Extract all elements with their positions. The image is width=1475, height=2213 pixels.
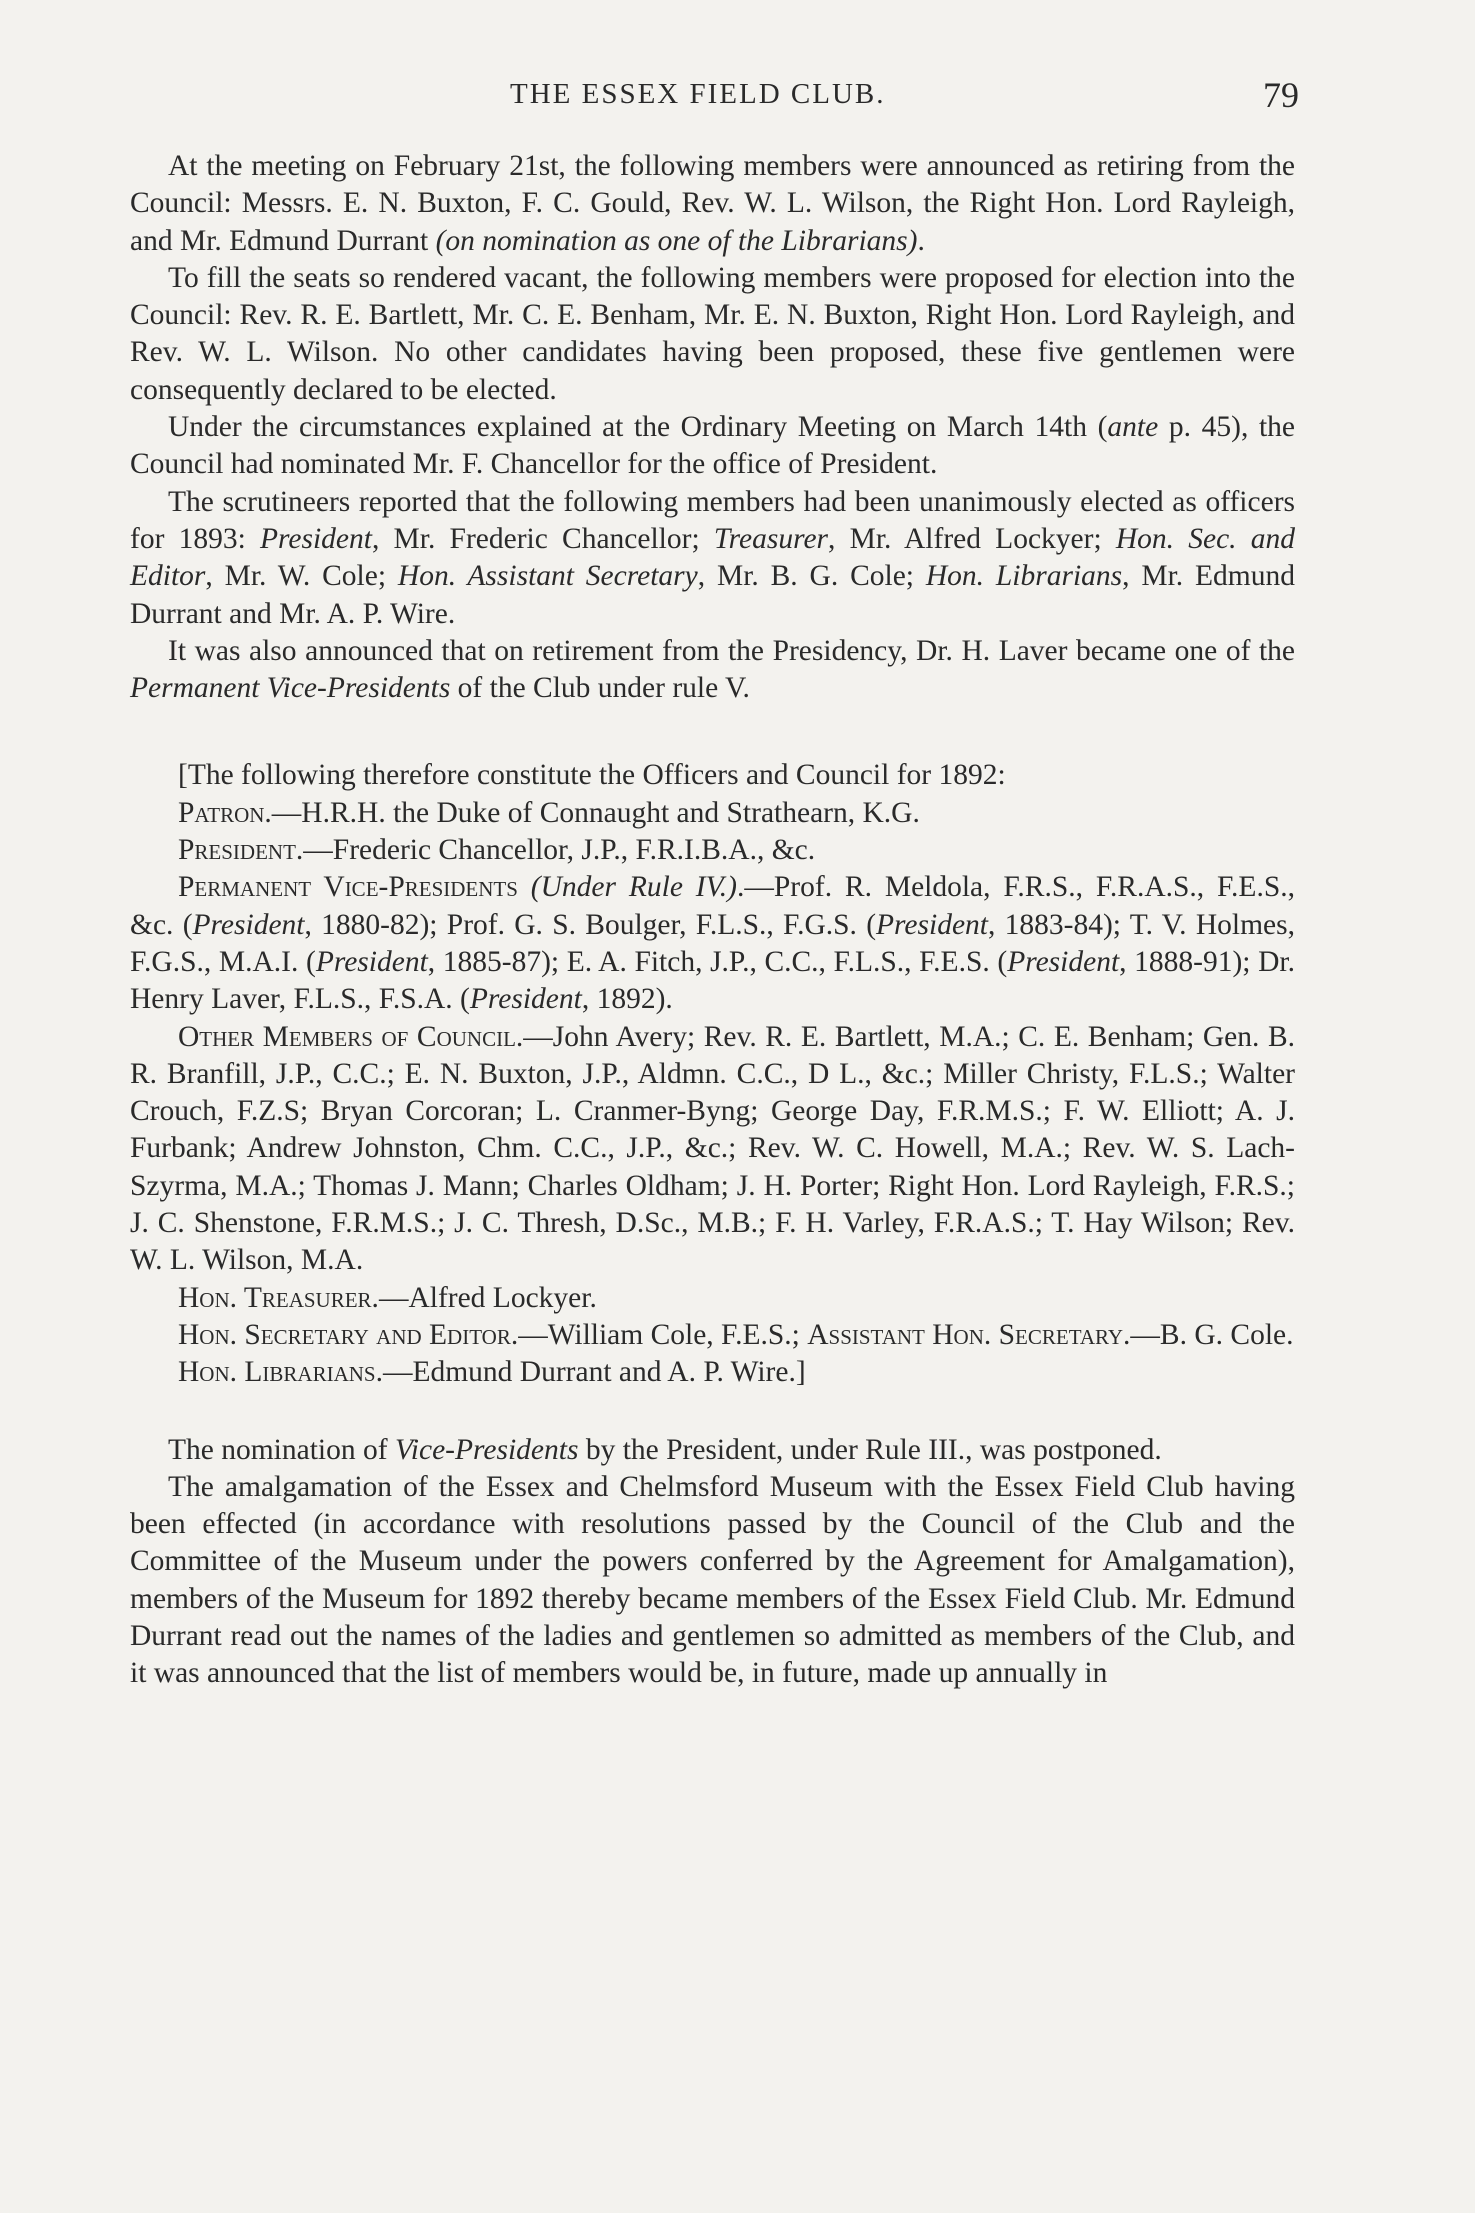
- italic-run: ante: [1107, 411, 1159, 444]
- officer-president: [130, 832, 1295, 869]
- officer-label: Other Members of Council.: [178, 1020, 524, 1053]
- text-run: At the meeting on February 21st, the following members were announced as retiring from the Council: Messrs. E. N. Buxton, F. C. Gould, Rev. W. L. Wilson, the Right Hon. Lord Rayleigh, and Mr. Edmund Durrant: [130, 150, 1295, 257]
- text-run: , Mr. B. G. Cole;: [697, 560, 926, 593]
- officer-text: —Edmund Durrant and A. P. Wire.]: [382, 1356, 806, 1389]
- italic-run: (Under Rule IV.): [530, 871, 738, 904]
- officer-label: Assistant Hon. Secretary.: [807, 1318, 1131, 1351]
- italic-run: Hon. Librarians: [925, 560, 1123, 593]
- text-run: , 1892).: [581, 983, 673, 1016]
- italic-run: President: [315, 945, 428, 978]
- officer-label: Permanent Vice-Presidents: [178, 871, 518, 904]
- officers-list: [130, 757, 1295, 1391]
- officer-text: —H.R.H. the Duke of Connaught and Strathearn, K.G.: [271, 796, 920, 829]
- text-run: The scrutineers reported that the following members had been unanimously elected as officers for 1893:: [130, 485, 1295, 555]
- italic-run: (on nomination as one of the Librarians): [435, 224, 918, 257]
- running-title: THE ESSEX FIELD CLUB.: [510, 78, 886, 110]
- italic-run: Treasurer: [713, 522, 829, 555]
- text-run: , 1888-91); Dr. Henry Laver, F.L.S., F.S.A. (: [130, 945, 1295, 1016]
- officer-text: —B. G. Cole.: [1130, 1318, 1294, 1351]
- paragraph-scrutineers: [130, 484, 1295, 633]
- paragraph-museum-amalgamation: The amalgamation of the Essex and Chelmsford Museum with the Essex Field Club having been effected (in accordance with resolutions passed by the Council of the Club and the Committee of the Museum under the powers conferred by the Agreement for Amalgamation), members of the Museum for 1892 thereby became members of the Essex Field Club. Mr. Edmund Durrant read out the names of the ladies and gentlemen so admitted as members of the Club, and it was announced that the list of members would be, in future, made up annually in: [130, 1470, 1295, 1690]
- italic-run: President: [192, 908, 305, 941]
- officer-secretary: [130, 1317, 1295, 1354]
- italic-run: Vice-Presidents: [394, 1433, 579, 1466]
- italic-run: President: [876, 908, 988, 941]
- officer-label: Hon. Treasurer.: [178, 1281, 379, 1314]
- text-run: , Mr. W. Cole;: [205, 560, 398, 593]
- section-spacer: [130, 1392, 1295, 1432]
- text-run: .: [917, 224, 925, 257]
- paragraph-vice-president-nomination: [130, 1432, 1295, 1469]
- paragraph-new-council: To fill the seats so rendered vacant, the following members were proposed for election into the Council: Rev. R. E. Bartlett, Mr. C. E. Benham, Mr. E. N. Buxton, Right Hon. Lord Rayleigh, and Rev. W. L. Wilson. No other candidates having been proposed, these five gentlemen were consequently declared to be elected.: [130, 261, 1295, 406]
- officer-text: —Frederic Chancellor, J.P., F.R.I.B.A., &c.: [303, 834, 816, 867]
- text-run: , Mr. Frederic Chancellor;: [371, 522, 714, 555]
- text-run: It was also announced that on retirement from the Presidency, Dr. H. Laver became one of the: [168, 634, 1295, 667]
- text-run: , Mr. Edmund Durrant and Mr. A. P. Wire.: [130, 560, 1295, 630]
- officer-label: Patron.: [178, 796, 272, 829]
- text-run: , 1883-84); T. V. Holmes, F.G.S., M.A.I. (: [130, 908, 1295, 978]
- italic-run: President: [260, 522, 372, 555]
- running-head: [0, 74, 1475, 124]
- italic-run: Hon. Assistant Secretary: [397, 560, 698, 593]
- text-run: by the President, under Rule III., was postponed.: [578, 1433, 1162, 1466]
- paragraph-president-nomination: [130, 409, 1295, 484]
- text-run: , 1880-82); Prof. G. S. Boulger, F.L.S., F.G.S. (: [304, 908, 877, 941]
- italic-run: President: [1007, 945, 1120, 978]
- paragraph-retiring-members: [130, 148, 1295, 260]
- text-run: .—Prof. R. Meldola, F.R.S., F.R.A.S., F.E.S., &c. (: [130, 871, 1295, 941]
- paragraph-laver-vice-president: [130, 633, 1295, 708]
- text-run: , 1885-87); E. A. Fitch, J.P., C.C., F.L.S., F.E.S. (: [427, 945, 1008, 978]
- section-spacer: [130, 707, 1295, 757]
- officer-label: President.: [178, 834, 304, 867]
- officer-librarians: [130, 1354, 1295, 1391]
- officer-council-members: [130, 1019, 1295, 1280]
- text-run: , Mr. Alfred Lockyer;: [828, 522, 1116, 555]
- text-run: p. 45), the Council had nominated Mr. F. Chancellor for the office of President.: [130, 411, 1295, 481]
- officer-label: Hon. Librarians.: [178, 1356, 383, 1389]
- page-number: 79: [1263, 75, 1299, 115]
- text-run: The nomination of: [168, 1433, 395, 1466]
- text-run: of the Club under rule V.: [450, 672, 750, 705]
- italic-run: President: [469, 983, 582, 1016]
- officer-text: —Alfred Lockyer.: [378, 1281, 597, 1314]
- officer-permanent-vice-presidents: [130, 869, 1295, 1018]
- officer-patron: [130, 795, 1295, 832]
- officers-intro: [The following therefore constitute the Officers and Council for 1892:: [178, 759, 1006, 792]
- officer-text: —William Cole, F.E.S.;: [518, 1318, 808, 1351]
- officer-text: —John Avery; Rev. R. E. Bartlett, M.A.; C. E. Benham; Gen. B. R. Branfill, J.P., C.C.; E. N. Buxton, J.P., Aldmn. C.C., D L., &c.; Miller Christy, F.L.S.; Walter Crouch, F.Z.S; Bryan Corcoran; L. Cranmer-Byng; George Day, F.R.M.S.; F. W. Elliott; A. J. Furbank; Andrew Johnston, Chm. C.C., J.P., &c.; Rev. W. C. Howell, M.A.; Rev. W. S. Lach-Szyrma, M.A.; Thomas J. Mann; Charles Oldham; J. H. Porter; Right Hon. Lord Rayleigh, F.R.S.; J. C. Shenstone, F.R.M.S.; J. C. Thresh, D.Sc., M.B.; F. H. Varley, F.R.A.S.; T. Hay Wilson; Rev. W. L. Wilson, M.A.: [130, 1020, 1296, 1277]
- officer-treasurer: [130, 1280, 1295, 1317]
- italic-run: Permanent Vice-Presidents: [130, 672, 451, 705]
- officer-label: Hon. Secretary and Editor.: [178, 1318, 519, 1351]
- italic-run: Hon. Sec. and Editor: [130, 522, 1295, 593]
- text-run: Under the circumstances explained at the Ordinary Meeting on March 14th (: [168, 411, 1108, 444]
- page-body: [130, 148, 1295, 1693]
